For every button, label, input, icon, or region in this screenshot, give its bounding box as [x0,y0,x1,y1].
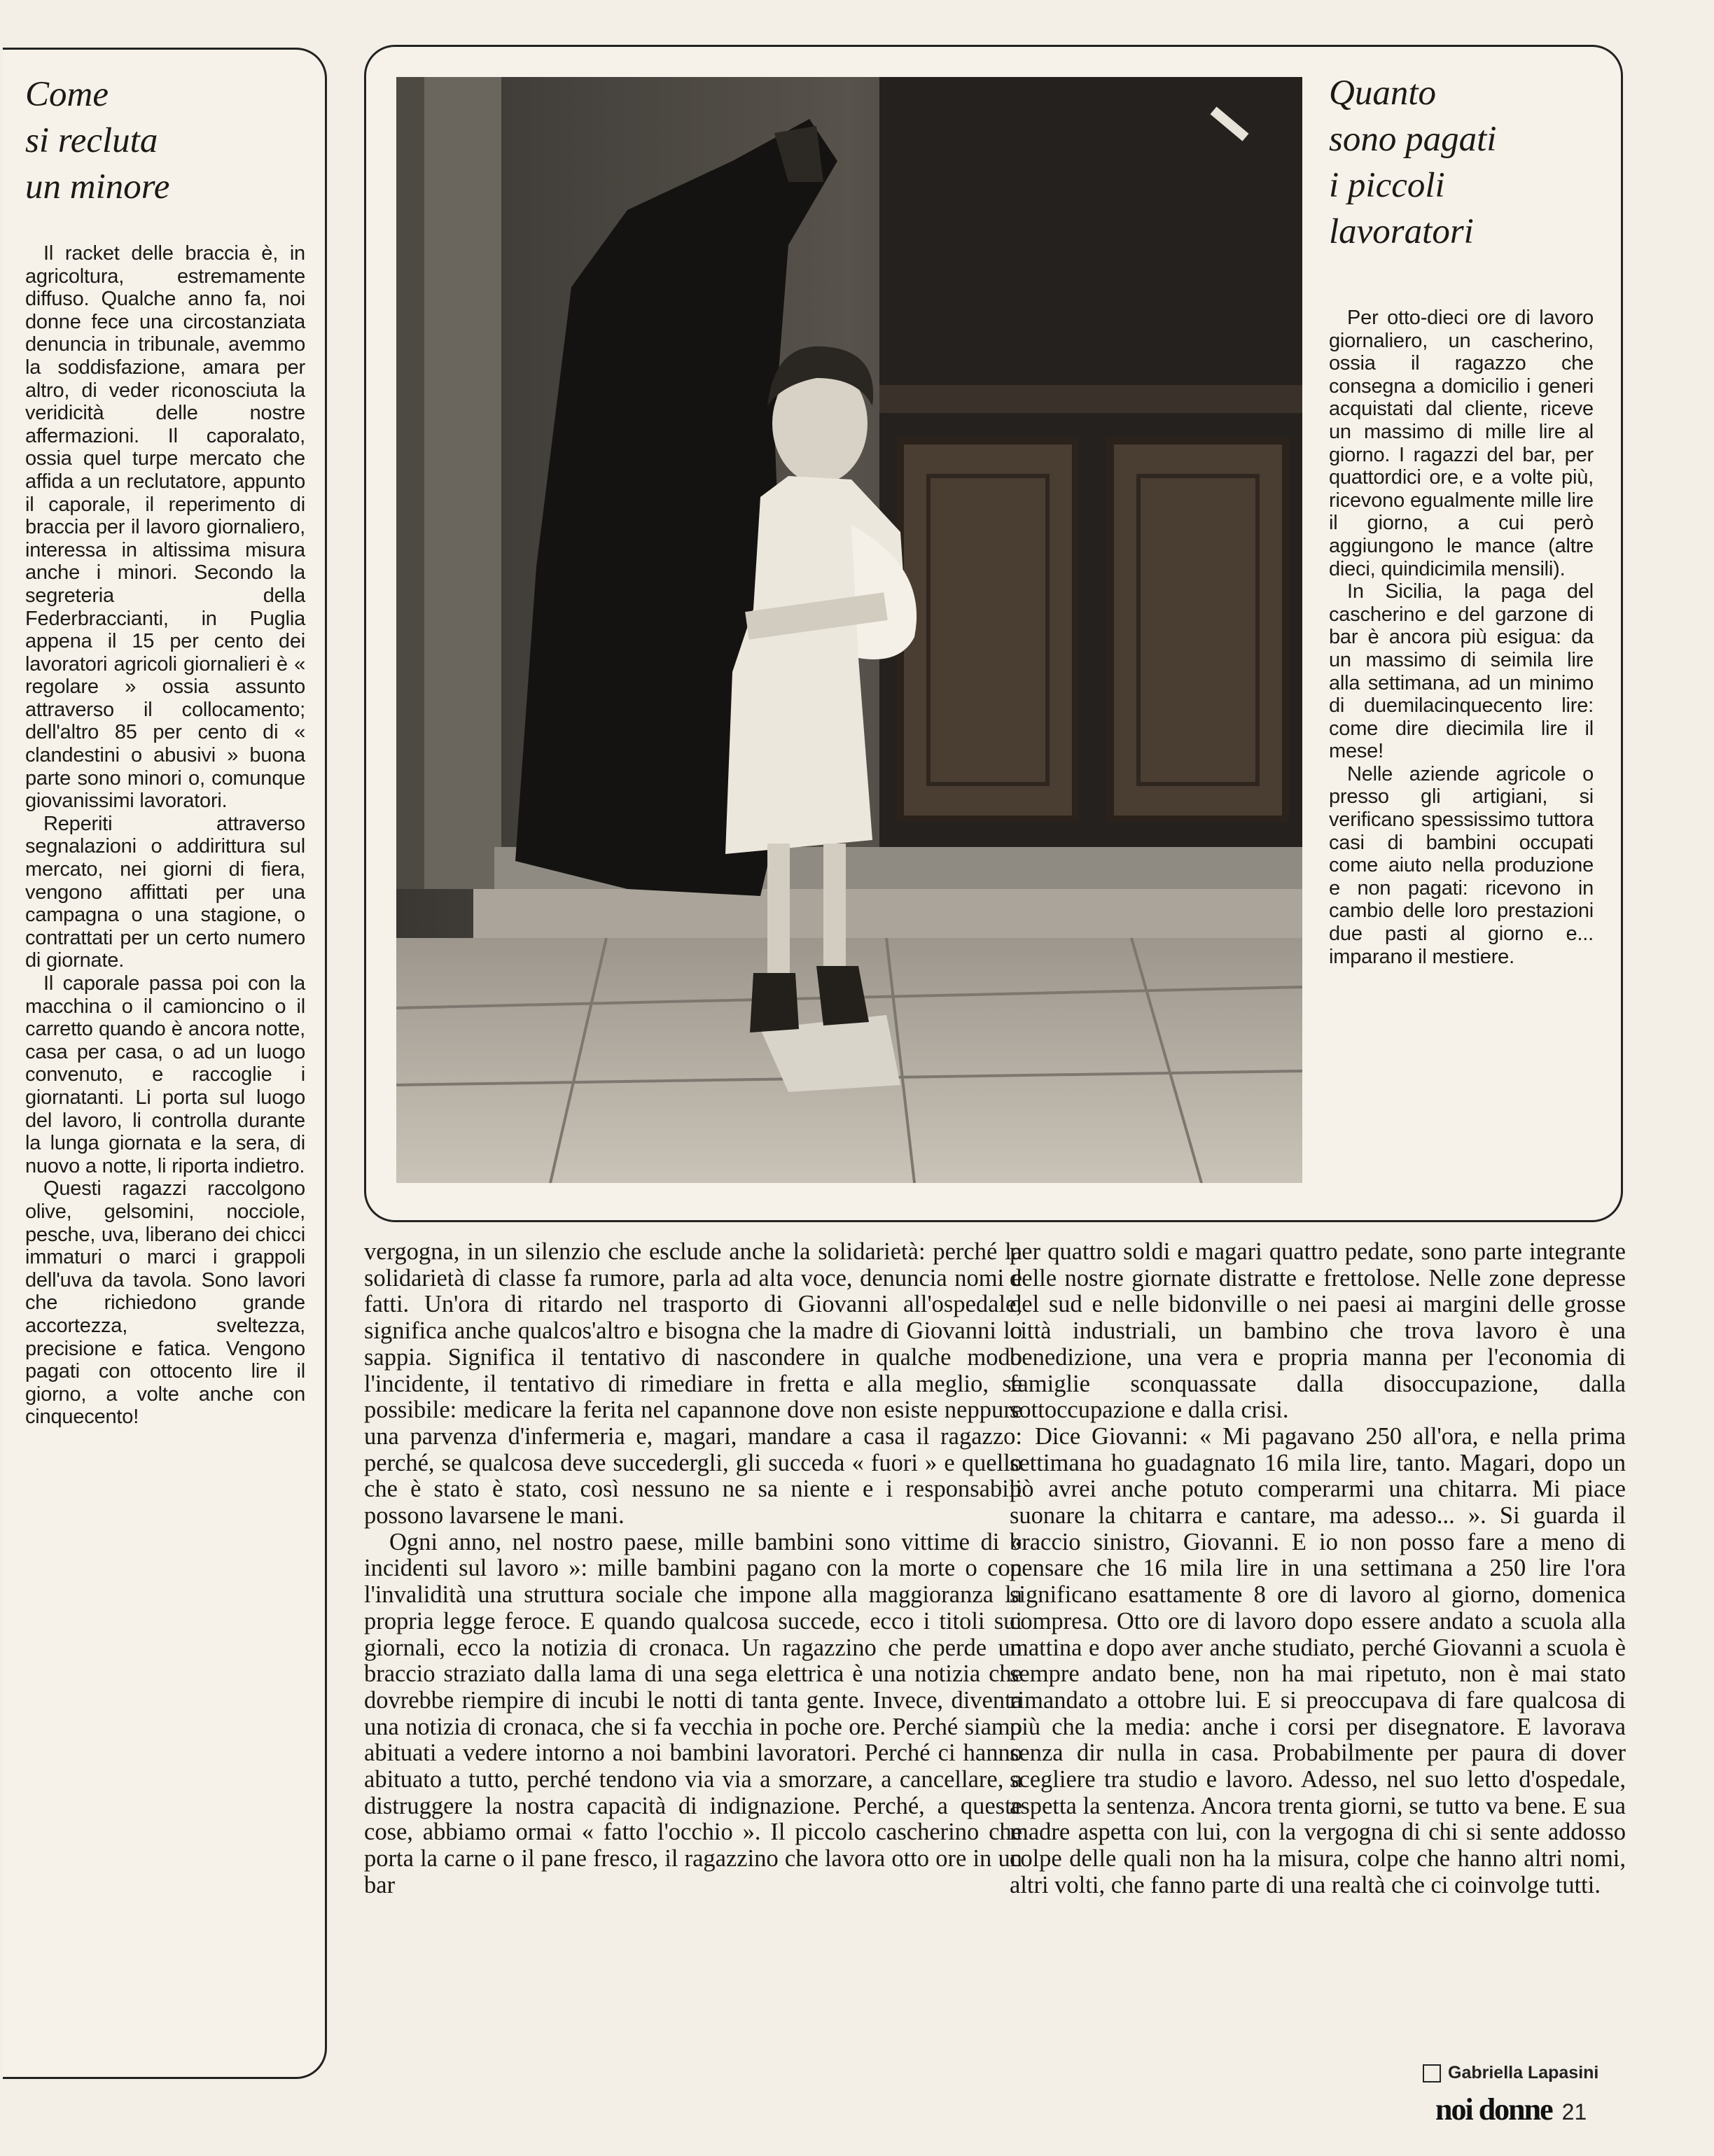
author-signature [1423,2063,1598,2083]
article-paragraph: Dice Giovanni: « Mi pagavano 250 all'ora, e nella prima settimana ho guadagnato 16 mila lire, tanto. Magari, dopo un pò avrei anche potuto comperarmi una chitarra. Mi piace suonare la chitarra e cantare, ma adesso... ». Si guarda il braccio sinistro, Giovanni. E io non posso fare a meno di pensare che 16 mila lire in una settimana a 250 lire l'ora significano esattamente 8 ore di lavoro al giorno, domenica compresa. Otto ore di lavoro dopo essere andato a scuola alla mattina e dopo aver anche studiato, perché Giovanni a scuola è sempre andato bene, non ha mai ripetuto, non è mai stato rimandato a ottobre lui. E si preoccupava di fare qualcosa di più che la media: anche i corsi per disegnatore. E lavorava senza dir nulla in casa. Probabilmente per paura di dover scegliere tra studio e lavoro. Adesso, nel suo letto d'ospedale, aspetta la sentenza. Ancora trenta giorni, se tutto va bene. E sua madre aspetta con lui, con la vergogna di chi si sente addosso colpe delle quali non ha la misura, colpe che hanno altri nomi, altri volti, che fanno parte di una realtà che ci coinvolge tutti. [1010,1422,1626,1898]
article-paragraph: per quattro soldi e magari quattro pedate, sono parte integrante delle nostre giornate distratte e frettolose. Nelle zone depresse del sud e nelle bidonville o nei paesi ai margini delle grosse città industriali, un bambino che trova lavoro è una benedizione, una vera e propria manna per l'economia di famiglie sconquassate dalla disoccupazione, dalla sottoccupazione e dalla crisi. [1010,1238,1626,1424]
author-name: Gabriella Lapasini [1448,2063,1599,2082]
article-column-1 [364,1239,1022,1899]
sidebar-title-pay: Quanto sono pagati i piccoli lavoratori [1329,74,1497,251]
page-number: 21 [1561,2099,1587,2124]
photo-illustration [396,77,1302,1183]
sidebar-title-recruitment: Come si recluta un minore [25,75,170,206]
sidebar-paragraph: Il caporale passa poi con la macchina o il camioncino o il carretto quando è ancora notte, casa per casa, o ad un luogo convenuto, e raccoglie i giornatanti. Li porta sul luogo del lavoro, li controlla durante la lunga giornata e la sera, di nuovo a notte, li riporta indietro. [25,972,305,1177]
article-paragraph: Ogni anno, nel nostro paese, mille bambini sono vittime di « incidenti sul lavoro »: mille bambini pagano con la morte o con l'invalidità una struttura sociale che impone alla maggioranza la propria legge feroce. E quando qualcosa succede, ecco i titoli sui giornali, ecco la notizia di cronaca. Un ragazzino che perde un braccio straziato dalla lama di una sega elettrica è una notizia che dovrebbe riempire di incubi le notti di tanta gente. Invece, diventa una notizia di cronaca, che si fa vecchia in poche ore. Perché siamo abituati a vedere intorno a noi bambini lavoratori. Perché ci hanno abituato a tutto, perché tendono via via a smorzare, a cancellare, a distruggere la nostra capacità di indignazione. Perché, a queste cose, abbiamo ormai « fatto l'occhio ». Il piccolo cascherino che porta la carne o il pane fresco, il ragazzino che lavora otto ore in un bar [364,1528,1022,1898]
sidebar-paragraph: Questi ragazzi raccolgono olive, gelsomini, nocciole, pesche, uva, liberano dei chicci immaturi o marci i grappoli dell'uva da tavola. Sono lavori che richiedono grande accortezza, sveltezza, precisione e fatica. Vengono pagati con ottocento lire il giorno, a volte anche con cinquecento! [25,1177,305,1429]
article-column-2 [1010,1239,1626,1899]
sidebar-paragraph: In Sicilia, la paga del cascherino e del garzone di bar è ancora più esigua: da un massimo di seimila lire alla settimana, ad un minimo di duemilacinquecento lire: come dire diecimila lire il mese! [1329,580,1594,763]
sidebar-text-pay [1329,307,1594,968]
magazine-logo: noi donne [1435,2092,1552,2127]
sidebar-paragraph: Reperiti attraverso segnalazioni o addirittura sul mercato, nei giorni di fiera, vengono affittati per una campagna o una stagione, o contrattati per un certo numero di giornate. [25,812,305,972]
page-footer [1435,2092,1587,2127]
sidebar-text-recruitment [25,242,305,1429]
end-mark-icon [1423,2064,1441,2082]
sidebar-paragraph: Per otto-dieci ore di lavoro giornaliero, un cascherino, ossia il ragazzo che consegna a domicilio i generi acquistati dal cliente, riceve un massimo di mille lire al giorno. I ragazzi del bar, per quattordici ore, e a volte più, ricevono egualmente mille lire il giorno, a cui però aggiungono le mance (altre dieci, quindicimila mensili). [1329,307,1594,580]
article-paragraph: vergogna, in un silenzio che esclude anche la solidarietà: perché la solidarietà di classe fa rumore, parla ad alta voce, denuncia nomi e fatti. Un'ora di ritardo nel trasporto di Giovanni all'ospedale, significa anche qualcos'altro e bisogna che la madre di Giovanni lo sappia. Significa il tentativo di nascondere in qualche modo l'incidente, il tentativo di rimediare in fretta e alla meglio, se possibile: medicare la ferita nel capannone dove non esiste neppure una parvenza d'infermeria e, magari, mandare a casa il ragazzo: perché, se qualcosa deve succedergli, gli succeda « fuori » e quello che è stato è stato, così nessuno ne sa niente e i responsabili possono lavarsene le mani. [364,1238,1022,1530]
sidebar-paragraph: Nelle aziende agricole o presso gli artigiani, si verificano spessissimo tuttora casi di bambini occupati come aiuto nella produzione e non pagati: ricevono in cambio delle loro prestazioni due pasti al giorno e... imparano il mestiere. [1329,762,1594,968]
sidebar-paragraph: Il racket delle braccia è, in agricoltura, estremamente diffuso. Qualche anno fa, noi donne fece una circostanziata denuncia in tribunale, avemmo la soddisfazione, amara per altro, di veder riconosciuta la veridicità delle nostre affermazioni. Il caporalato, ossia quel turpe mercato che affida a un reclutatore, appunto il caporale, il reperimento di braccia per il lavoro giornaliero, interessa in altissima misura anche i minori. Secondo la segreteria della Federbraccianti, in Puglia appena il 15 per cento dei lavoratori agricoli giornalieri è « regolare » ossia assunto attraverso il collocamento; dell'altro 85 per cento di « clandestini o abusivi » buona parte sono minori o, comunque giovanissimi lavoratori. [25,242,305,813]
photo-child-worker [396,77,1302,1183]
